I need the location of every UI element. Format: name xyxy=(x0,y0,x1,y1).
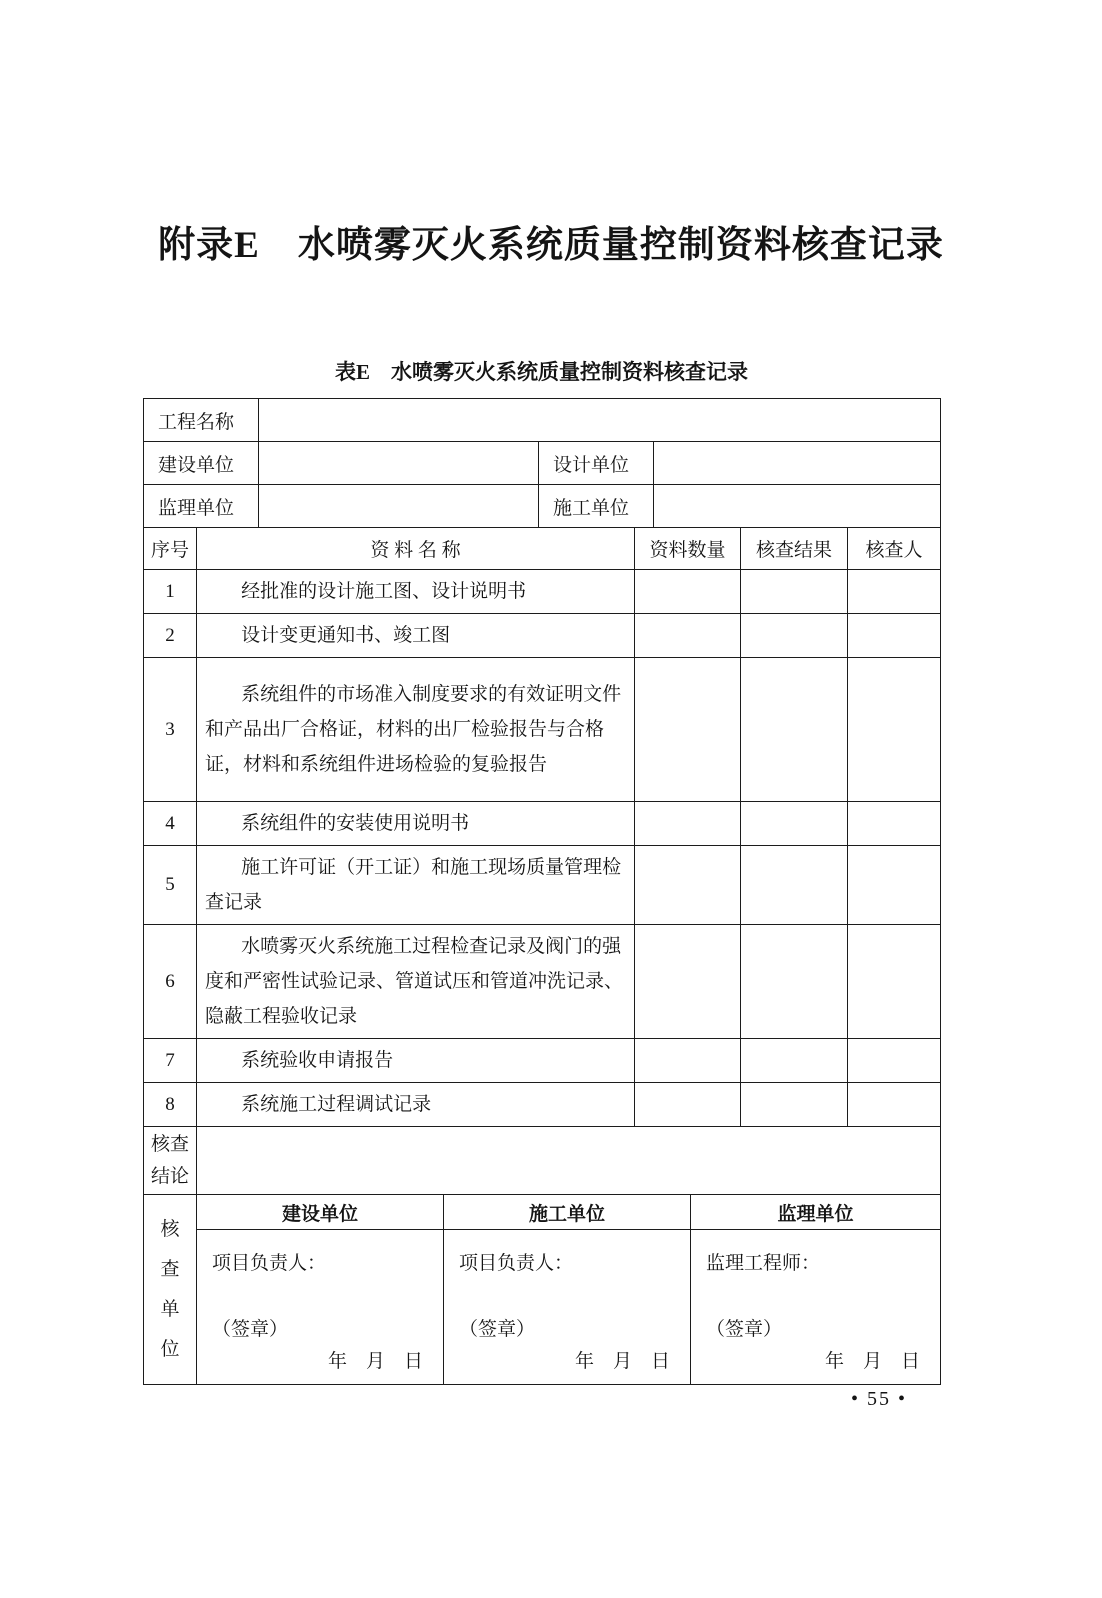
table-row xyxy=(144,1083,941,1127)
result-cell xyxy=(741,1039,848,1083)
table-row xyxy=(144,658,941,802)
signature-table xyxy=(143,1194,941,1385)
header-name: 资 料 名 称 xyxy=(197,528,635,570)
row-name: 系统组件的安装使用说明书 xyxy=(197,802,635,846)
date-label: 年 月 日 xyxy=(327,1351,423,1372)
document-list-table xyxy=(143,527,941,1195)
info-table xyxy=(143,398,941,528)
row-name: 系统组件的市场准入制度要求的有效证明文件和产品出厂合格证，材料的出厂检验报告与合格证，材料和系统组件进场检验的复验报告 xyxy=(197,658,635,802)
table-row xyxy=(144,485,941,528)
result-cell xyxy=(741,1083,848,1127)
result-cell xyxy=(741,614,848,658)
quantity-cell xyxy=(635,802,741,846)
table-row xyxy=(144,802,941,846)
supervision-unit-value xyxy=(259,485,539,528)
row-name: 系统验收申请报告 xyxy=(197,1039,635,1083)
table-row xyxy=(144,925,941,1039)
row-name: 设计变更通知书、竣工图 xyxy=(197,614,635,658)
row-number: 3 xyxy=(144,658,197,802)
table-row xyxy=(144,570,941,614)
row-number: 1 xyxy=(144,570,197,614)
table-row xyxy=(144,614,941,658)
checker-cell xyxy=(848,1083,941,1127)
result-cell xyxy=(741,846,848,925)
seal-label: （签章） xyxy=(212,1319,289,1340)
row-name: 水喷雾灭火系统施工过程检查记录及阀门的强度和严密性试验记录、管道试压和管道冲洗记录、隐蔽工程验收记录 xyxy=(197,925,635,1039)
header-result: 核查结果 xyxy=(741,528,848,570)
header-quantity: 资料数量 xyxy=(635,528,741,570)
checker-cell xyxy=(848,614,941,658)
table-row xyxy=(144,1039,941,1083)
sign-cell-construction xyxy=(197,1230,444,1385)
design-unit-label: 设计单位 xyxy=(539,442,654,485)
row-number: 8 xyxy=(144,1083,197,1127)
quantity-cell xyxy=(635,1083,741,1127)
seal-label: （签章） xyxy=(706,1319,783,1340)
builder-unit-value xyxy=(654,485,941,528)
row-name: 经批准的设计施工图、设计说明书 xyxy=(197,570,635,614)
conclusion-label: 核查 结论 xyxy=(144,1127,197,1195)
row-name: 系统施工过程调试记录 xyxy=(197,1083,635,1127)
result-cell xyxy=(741,802,848,846)
sign-role-label: 项目负责人： xyxy=(459,1253,574,1274)
date-label: 年 月 日 xyxy=(824,1351,920,1372)
table-row xyxy=(144,399,941,442)
checker-cell xyxy=(848,925,941,1039)
page-number: • 55 • xyxy=(850,1388,907,1410)
row-number: 4 xyxy=(144,802,197,846)
checker-cell xyxy=(848,1039,941,1083)
checker-cell xyxy=(848,802,941,846)
table-caption: 表E 水喷雾灭火系统质量控制资料核查记录 xyxy=(334,360,748,384)
signature-header-row xyxy=(144,1195,941,1230)
row-name: 施工许可证（开工证）和施工现场质量管理检查记录 xyxy=(197,846,635,925)
checker-cell xyxy=(848,570,941,614)
row-number: 5 xyxy=(144,846,197,925)
checker-cell xyxy=(848,846,941,925)
row-number: 2 xyxy=(144,614,197,658)
sign-role-label: 项目负责人： xyxy=(212,1253,327,1274)
result-cell xyxy=(741,570,848,614)
header-no: 序号 xyxy=(144,528,197,570)
result-cell xyxy=(741,925,848,1039)
project-name-label: 工程名称 xyxy=(144,399,259,442)
supervision-unit-label: 监理单位 xyxy=(144,485,259,528)
builder-unit-label: 施工单位 xyxy=(539,485,654,528)
table-header-row xyxy=(144,528,941,570)
design-unit-value xyxy=(654,442,941,485)
quantity-cell xyxy=(635,614,741,658)
seal-label: （签章） xyxy=(459,1319,536,1340)
sign-col-builder-header: 施工单位 xyxy=(444,1195,691,1230)
table-row xyxy=(144,846,941,925)
record-table xyxy=(143,398,940,1385)
quantity-cell xyxy=(635,658,741,802)
quantity-cell xyxy=(635,570,741,614)
sign-cell-supervision xyxy=(691,1230,941,1385)
construction-unit-label: 建设单位 xyxy=(144,442,259,485)
conclusion-row xyxy=(144,1127,941,1195)
date-label: 年 月 日 xyxy=(574,1351,670,1372)
result-cell xyxy=(741,658,848,802)
row-number: 7 xyxy=(144,1039,197,1083)
sign-col-construction-header: 建设单位 xyxy=(197,1195,444,1230)
signature-content-row xyxy=(144,1230,941,1385)
sign-role-label: 监理工程师： xyxy=(706,1253,821,1274)
header-checker: 核查人 xyxy=(848,528,941,570)
sign-cell-builder xyxy=(444,1230,691,1385)
construction-unit-value xyxy=(259,442,539,485)
quantity-cell xyxy=(635,846,741,925)
sign-col-supervision-header: 监理单位 xyxy=(691,1195,941,1230)
quantity-cell xyxy=(635,1039,741,1083)
project-name-value xyxy=(259,399,941,442)
quantity-cell xyxy=(635,925,741,1039)
check-unit-label: 核 查 单 位 xyxy=(144,1195,197,1385)
row-number: 6 xyxy=(144,925,197,1039)
checker-cell xyxy=(848,658,941,802)
conclusion-value xyxy=(197,1127,941,1195)
appendix-title: 附录E 水喷雾灭火系统质量控制资料核查记录 xyxy=(158,225,944,266)
table-row xyxy=(144,442,941,485)
